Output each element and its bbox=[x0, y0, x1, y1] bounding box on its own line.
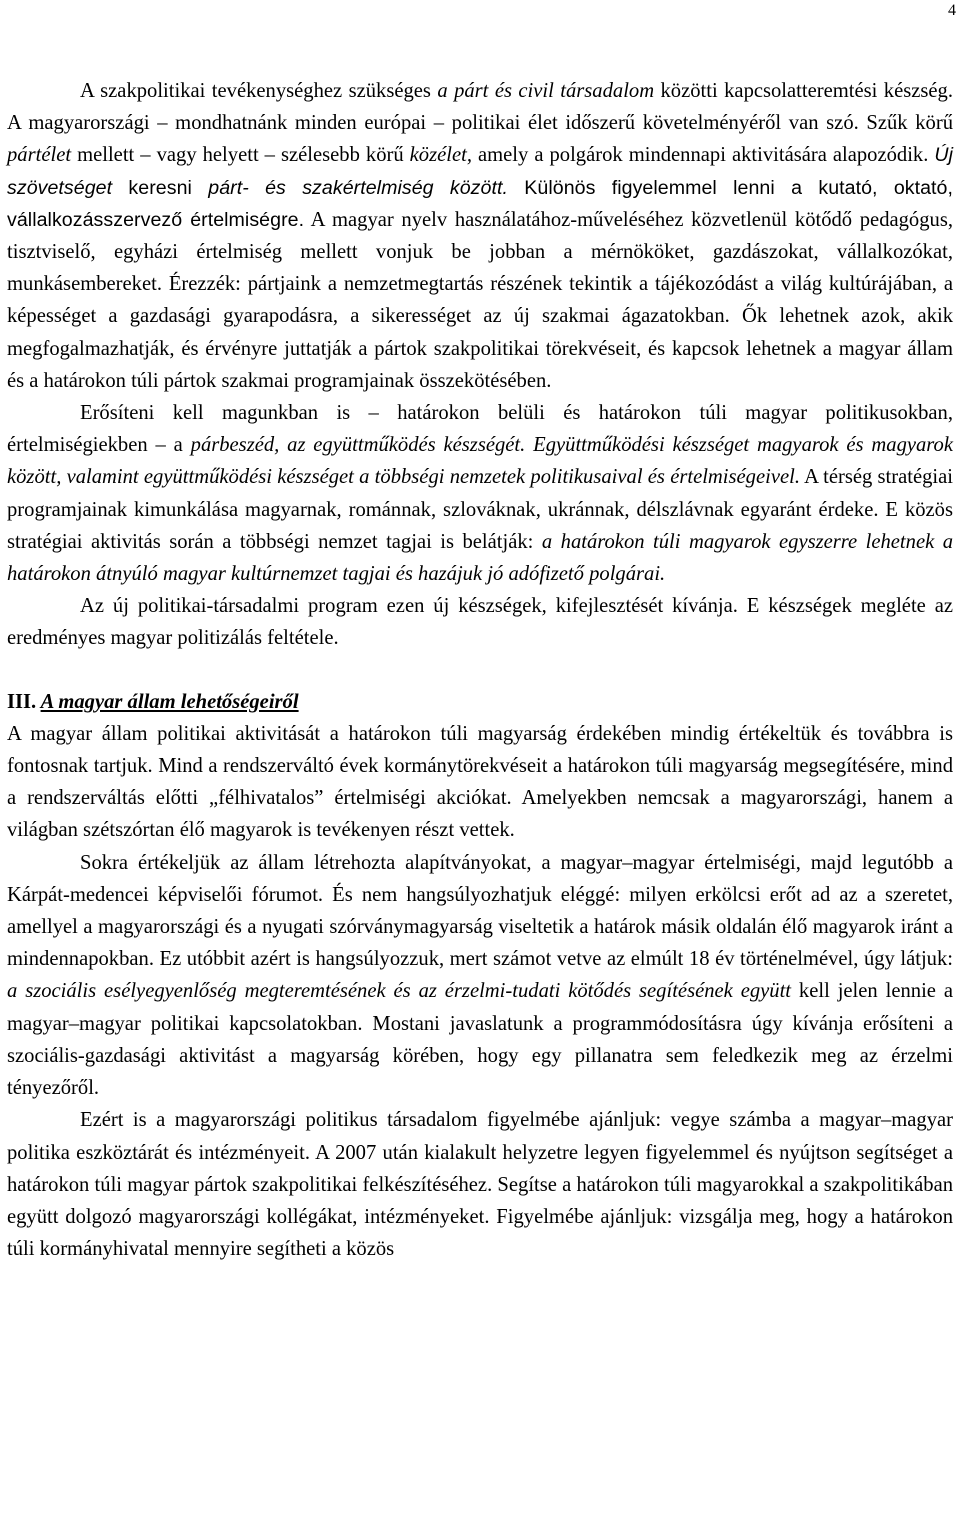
text-run: mellett – vagy helyett – szélesebb körű bbox=[71, 144, 410, 167]
emphasis: közélet, bbox=[409, 144, 472, 167]
emphasis-sans: Új szövetséget bbox=[7, 144, 953, 199]
paragraph-recommendation: Ezért is a magyarországi politikus társadalom figyelmébe ajánljuk: vegye számba a magyar–magyar politika eszköztárát és intézményeit. A 2007 után kialakult helyzetre legyen figyelemmel és nyújtson segítséget a határokon túli magyar pártok szakpolitikai felkészítéséhez. Segítse a határokon túli magyarokkal a szakpolitikában együtt dolgozó magyarországi kollégákat, intézményeket. Figyelmébe ajánljuk: vizsgálja meg, hogy a határokon túli kormányhivatal mennyire segítheti a közös bbox=[7, 1109, 953, 1261]
paragraph-cooperation-skills bbox=[7, 397, 953, 590]
paragraph-new-program: Az új politikai-társadalmi program ezen új készségek, kifejlesztését kívánja. E készségek megléte az eredményes magyar politizálás feltétele. bbox=[7, 595, 953, 650]
text-run: amely a polgárok mindennapi aktivitására alapozódik. bbox=[472, 144, 935, 167]
text-run: A magyar nyelv használatához-műveléséhez közvetlenül kötődő pedagógus, tisztviselő, egyházi értelmiség mellett vonjuk be jobban a mérnököket, gazdászokat, vállalkozókat, munkásembereket. Érezzék: pártjaink a nemzetmegtartás részének tekintik a tájékozódást a világ kultúrájában, a képességet a gazdasági gyarapodásra, a sikerességet az új szakmai ágazatokban. Ők lehetnek azok, akik megfogalmazhatják, és érvényre juttatják a pártok szakpolitikai törekvéseit, és kapcsok lehetnek a magyar állam és a határokon túli pártok szakmai programjainak összekötésében. bbox=[7, 208, 953, 392]
section-title: A magyar állam lehetőségeiről bbox=[40, 690, 299, 713]
page-number: 4 bbox=[948, 2, 956, 19]
emphasis: párbeszéd, az együttműködés készségét. Együttműködési készséget magyarok és magyarok között, valamint együttműködési készséget a többségi nemzetek politikusaival és értelmiségeivel. bbox=[7, 434, 953, 489]
text-run: A szakpolitikai tevékenységhez szükséges bbox=[80, 80, 438, 102]
emphasis: a szociális esélyegyenlőség megteremtésének és az érzelmi-tudati kötődés segítésének együtt bbox=[7, 980, 792, 1003]
paragraph-foundations-forum bbox=[7, 847, 953, 1105]
text-run: Sokra értékeljük az állam létrehozta alapítványokat, a magyar–magyar értelmiségi, majd legutóbb a Kárpát-medencei képviselői fórumot. És nem hangsúlyozhatjuk eléggé: milyen erkölcsi erőt ad az a szeretet, amellyel a magyarországi és a nyugati szórványmagyarság viseltetik a határok másik oldalán élő magyarok iránt a mindennapokban. Ez utóbbit azért is hangsúlyozzuk, mert számot vetve az elmúlt 18 év történelmével, úgy látjuk: bbox=[7, 851, 953, 971]
text-run: közötti kapcsolatteremtési készség. A magyarországi – mondhatnánk minden európai – politikai élet időszerű követelményéről van szó. Szűk körű bbox=[7, 80, 953, 135]
emphasis: pártélet bbox=[7, 144, 72, 167]
text-run: Erősíteni kell magunkban is – határokon belüli és határokon túli magyar politikusokban, értelmiségiekben – a bbox=[7, 402, 953, 457]
emphasis: a párt és civil társadalom bbox=[437, 80, 655, 102]
section-heading bbox=[7, 686, 953, 718]
emphasis-sans: párt- és szakértelmiség között. bbox=[208, 176, 508, 199]
text-run-sans: Különös figyelemmel lenni a kutató, oktató, vállalkozásszervező értelmiségre. bbox=[7, 176, 953, 231]
text-run: kell jelen lennie a magyar–magyar politikai kapcsolatokban. Mostani javaslatunk a programmódosításra úgy kívánja erősíteni a szociális-gazdasági aktivitást a magyarság körében, hogy egy pillanatra sem feledkezik meg az érzelmi tényezőről. bbox=[7, 980, 953, 1100]
document-body bbox=[7, 75, 953, 1265]
text-run: A térség stratégiai programjainak kimunkálása magyarnak, románnak, szlováknak, ukránnak, délszlávnak egyaránt érdeke. E közös stratégiai aktivitás során a többségi nemzet tagjai is belátják: bbox=[7, 466, 953, 553]
section-number: III. bbox=[7, 690, 37, 713]
paragraph-party-civil-society bbox=[7, 75, 953, 397]
paragraph-state-activity: A magyar állam politikai aktivitását a határokon túli magyarság érdekében mindig értékeltük és továbbra is fontosnak tartjuk. Mind a rendszerváltó évek kormánytörekvéseit a határokon túli magyarság megsegítésére, mind a rendszerváltás előtti „félhivatalos” értelmiségi akciókat. Amelyekben nemcsak a magyarországi, hanem a világban szétszórtan élő magyarok is tevékenyen részt vettek. bbox=[7, 722, 953, 842]
text-run-sans: keresni bbox=[112, 176, 209, 199]
emphasis: a határokon túli magyarok egyszerre lehetnek a határokon átnyúló magyar kultúrnemzet tagjai és hazájuk jó adófizető polgárai. bbox=[7, 530, 953, 586]
section-spacer bbox=[7, 655, 953, 686]
